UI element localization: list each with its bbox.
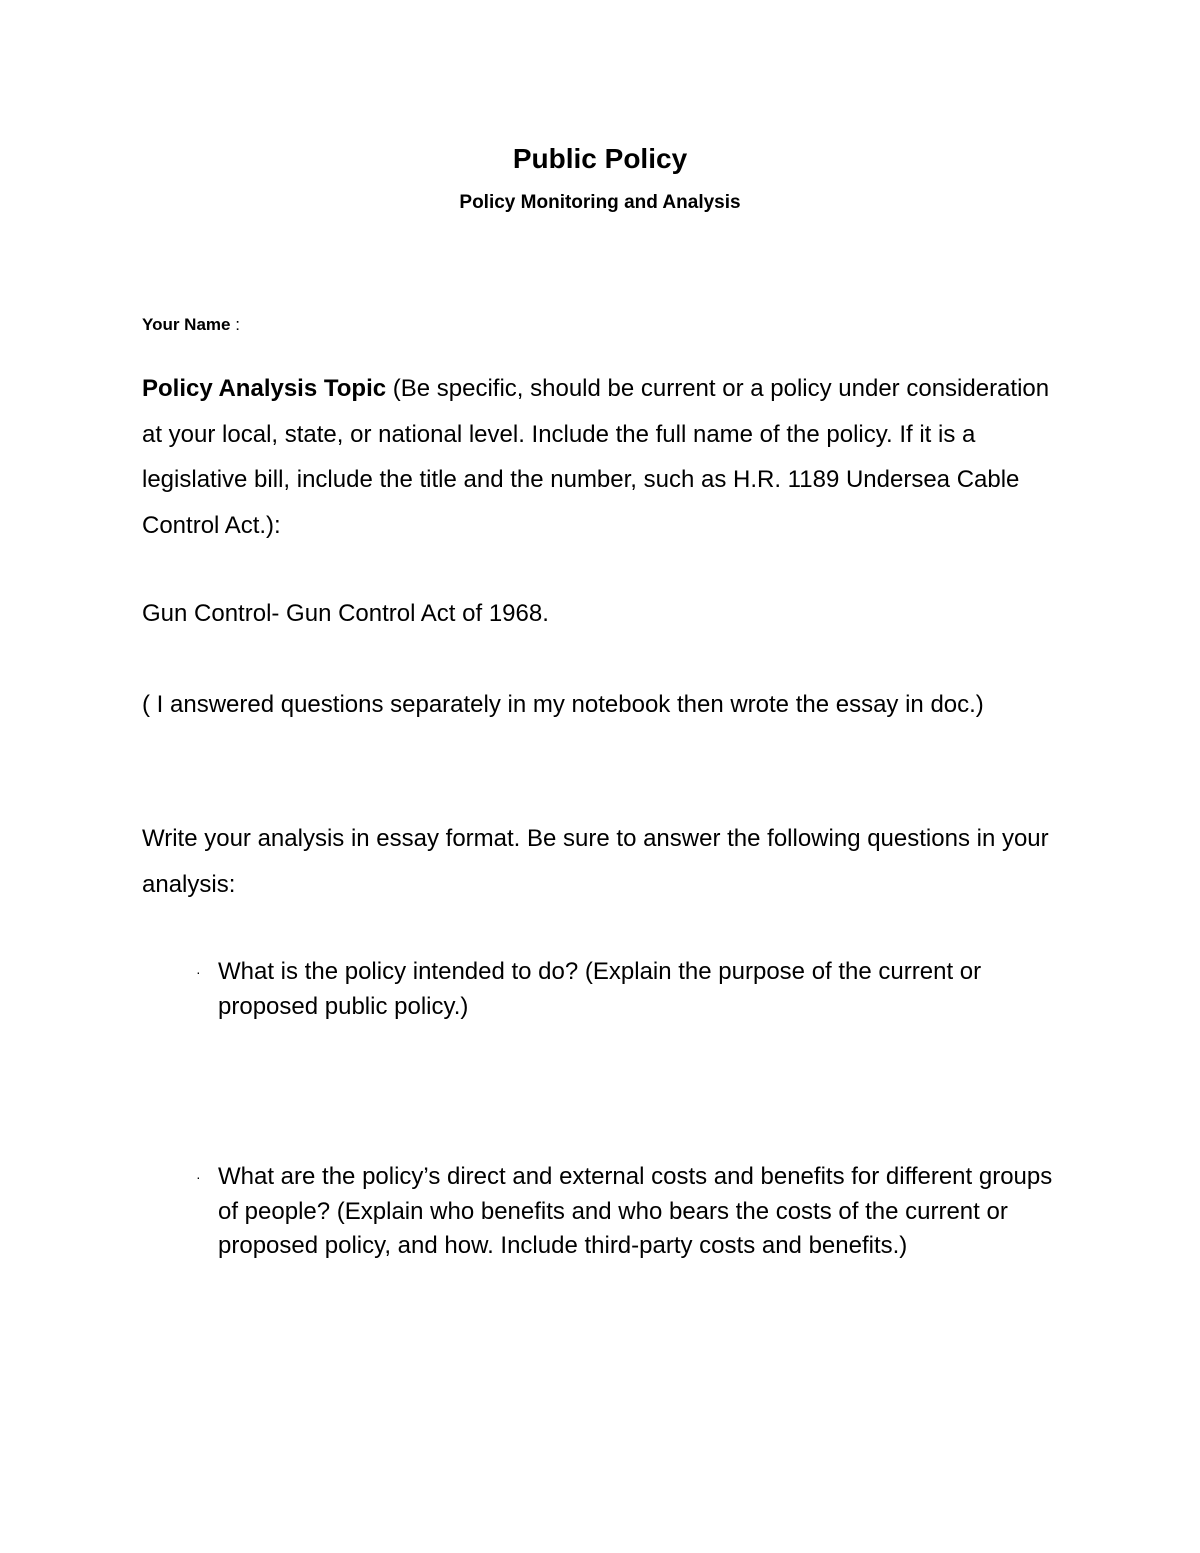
document-title: Public Policy bbox=[512, 143, 688, 174]
topic-label: Policy Analysis Topic bbox=[142, 375, 387, 402]
topic-answer: Gun Control- Gun Control Act of 1968. bbox=[142, 600, 549, 627]
name-field-line bbox=[142, 315, 240, 335]
bullet-icon: · bbox=[196, 1169, 201, 1185]
topic-instructions: (Be specific, should be current or a policy under consideration at your local, state, or national level. Include the full name of the policy. If it is a legislative bill, include the title and the number, such as H.R. 1189 Undersea Cable Control Act.): bbox=[142, 375, 1050, 539]
question-text: What are the policy’s direct and external costs and benefits for different groups of people? (Explain who benefits and who bears the costs of the current or proposed policy, and how. Include third-party costs and benefits.) bbox=[218, 1163, 1053, 1259]
topic-paragraph bbox=[142, 366, 1072, 548]
essay-instructions: Write your analysis in essay format. Be sure to answer the following questions in your analysis: bbox=[142, 825, 1049, 898]
author-note: ( I answered questions separately in my notebook then wrote the essay in doc.) bbox=[142, 691, 984, 718]
bullet-icon: · bbox=[196, 964, 201, 980]
question-item bbox=[196, 1160, 1076, 1264]
name-separator: : bbox=[230, 315, 240, 334]
name-label: Your Name bbox=[142, 315, 231, 334]
document-subtitle: Policy Monitoring and Analysis bbox=[459, 192, 741, 213]
question-item bbox=[196, 955, 1076, 1024]
question-text: What is the policy intended to do? (Explain the purpose of the current or proposed public policy.) bbox=[218, 958, 982, 1020]
